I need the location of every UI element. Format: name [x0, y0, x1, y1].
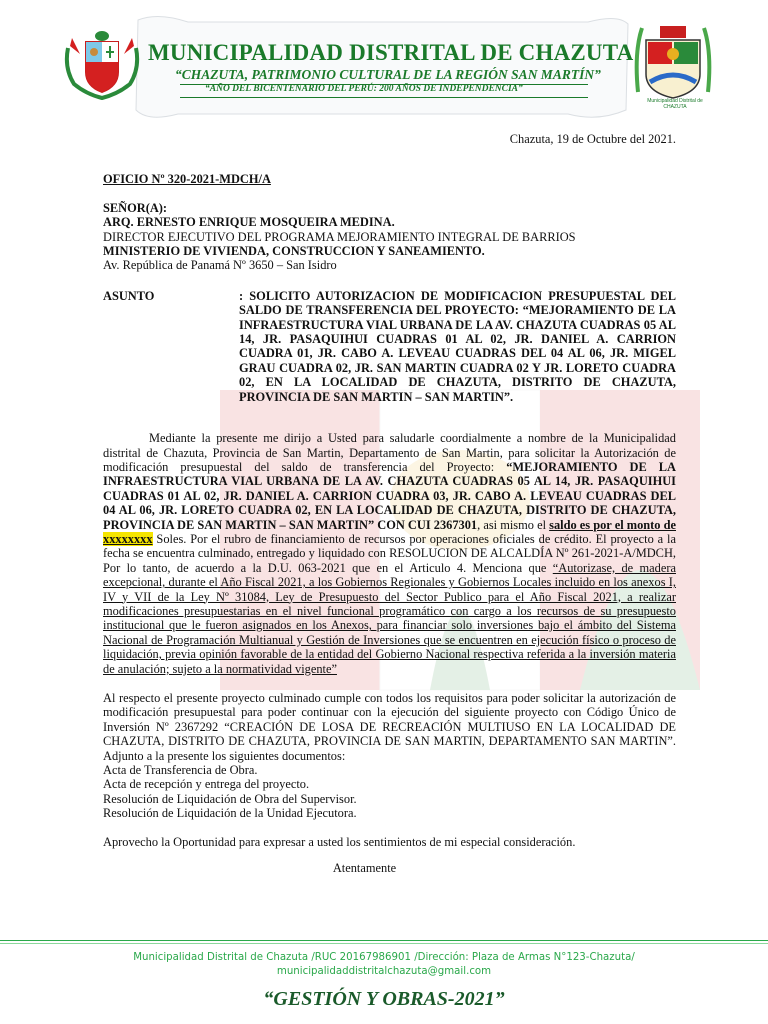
paragraph-justification: Al respecto el presente proyecto culminado cumple con todos los requisitos para poder solicitar la autorización de modificación presupuestal para poder continuar con la ejecución del siguiente proyecto con Código Único de Inversión Nº 2367292 “CREACIÓN DE LOSA DE RECREACIÓN MULTIUSO EN LA LOCALIDAD DE CHAZUTA, DISTRITO DE CHAZUTA, PROVINCIA DE SAN MARTIN, DEPARTAMENTO SAN MARTIN”. Adjunto a la presente los siguientes documentos: [103, 691, 676, 763]
letter-date: Chazuta, 19 de Octubre del 2021. [509, 132, 676, 146]
request-rest: Soles. Por el rubro de financiamiento de recursos por operaciones oficiales de crédito. El proyecto a la fecha se encuentra culminado, entregado y liquidado con RESOLUCION DE ALCALDÍA Nº 261-2021-A/MDCH, Por lo tanto, de acuerdo a la D.U. 063-2021 que en el Articulo 4. Menciona que [103, 531, 676, 575]
recipient-address: Av. República de Panamá Nº 3650 – San Isidro [103, 258, 337, 273]
year-motto: “AÑO DEL BICENTENARIO DEL PERÚ: 200 AÑOS DE INDEPENDENCIA” [205, 84, 523, 94]
oficio-number: OFICIO Nº 320-2021-MDCH/A [103, 172, 271, 187]
recipient-block [103, 201, 676, 273]
letter-footer [0, 940, 768, 1024]
municipality-subtitle: “CHAZUTA, PATRIMONIO CULTURAL DE LA REGIÓN SAN MARTÍN” [175, 67, 601, 82]
motto-bottom-divider [180, 97, 588, 98]
document-item: Resolución de Liquidación de Obra del Supervisor. [103, 791, 357, 806]
documents-list [103, 763, 676, 821]
footer-address: Municipalidad Distrital de Chazuta /RUC 20167986901 /Dirección: Plaza de Armas N°123-Chazuta/ [133, 952, 635, 963]
document-item: Acta de Transferencia de Obra. [103, 763, 258, 778]
recipient-organization: MINISTERIO DE VIVIENDA, CONSTRUCCION Y SANEAMIENTO. [103, 244, 485, 259]
footer-divider-secondary [0, 943, 768, 944]
document-item: Resolución de Liquidación de la Unidad Ejecutora. [103, 806, 357, 821]
recipient-role: DIRECTOR EJECUTIVO DEL PROGRAMA MEJORAMIENTO INTEGRAL DE BARRIOS [103, 229, 576, 244]
paragraph-closing: Aprovecho la Oportunidad para expresar a usted los sentimientos de mi especial consideración. [103, 834, 576, 849]
project-name: “MEJORAMIENTO DE LA INFRAESTRUCTURA VIAL URBANA DE LA AV. CHAZUTA CUADRAS 05 AL 14, JR. PASAQUIHUI CUADRAS 01 AL 02, JR. DANIEL A. CARRION CUADRA 03, JR. CABO A. LEVEAU CUADRAS DEL 04 AL 06, JR. LORETO CUADRA 02, EN LA LOCALIDAD DE CHAZUTA, DISTRITO DE CHAZUTA, PROVINCIA DE SAN MARTIN – SAN MARTIN” CON CUI 2367301 [103, 459, 676, 532]
request-intro: Mediante la presente me dirijo a Usted para saludarle coordialmente a nombre de la Municipalidad distrital de Chazuta, Provincia de San Martin, Departamento de San Martin, para solicitar la Autorización de modificación presupuestal del saldo de transferencia del Proyecto: [103, 431, 676, 474]
subject-label: ASUNTO [103, 288, 155, 303]
request-mid: , asi mismo el [477, 517, 550, 532]
peru-coat-of-arms-icon [62, 28, 142, 100]
letter-body [103, 130, 676, 875]
document-item: Acta de recepción y entrega del proyecto. [103, 777, 310, 792]
subject-text: : SOLICITO AUTORIZACION DE MODIFICACION PRESUPUESTAL DEL SALDO DE TRANSFERENCIA DEL PROYECTO: “MEJORAMIENTO DE LA INFRAESTRUCTURA VIAL URBANA DE LA AV. CHAZUTA CUADRAS 05 AL 14, JR. PASAQUIHUI CUADRAS 01 AL 02, JR. DANIEL A. CARRION CUADRA 01, JR. CABO A. LEVEAU CUADRAS DEL 04 AL 06, JR. MIGEL GRAU CUADRA 02, JR. SAN MARTIN CUADRA 02 Y JR. LORETO CUADRA 02, EN LA LOCALIDAD DE CHAZUTA, DISTRITO DE CHAZUTA, PROVINCIA DE SAN MARTIN – SAN MARTIN”. [239, 288, 676, 404]
footer-slogan: “GESTIÓN Y OBRAS-2021” [263, 988, 505, 1010]
chazuta-emblem-icon [632, 22, 714, 104]
footer-email: municipalidaddistritalchazuta@gmail.com [276, 966, 492, 977]
subject-block [103, 289, 676, 404]
signoff: Atentamente [332, 861, 397, 876]
saldo-amount: xxxxxxxx [103, 531, 153, 546]
footer-divider [0, 940, 768, 941]
salutation: SEÑOR(A): [103, 200, 168, 215]
recipient-name: ARQ. ERNESTO ENRIQUE MOSQUEIRA MEDINA. [103, 215, 395, 230]
paragraph-request [103, 431, 676, 676]
saldo-label: saldo es por el monto de [549, 517, 676, 532]
legal-quote: “Autorizase, de madera excepcional, durante el Año Fiscal 2021, a los Gobiernos Regionales y Gobiernos Locales incluido en los anexos I, IV y VII de la Ley Nº 31084, Ley de Presupuesto del Sector Publico para el Año Fiscal 2021, a realizar modificaciones presupuestarias en el nivel funcional programático con cargo a los recursos de su presupuesto institucional que le fueron asignados en los Anexos, para financiar solo inversiones bajo el ámbito del Sistema Nacional de Programación Multianual y Gestión de Inversiones que se encuentren en ejecución físico o proceso de liquidación, previa opinión favorable de la entidad del Gobierno Nacional respectiva referida a la inversión materia de anulación; sujeto a la normatividad vigente” [103, 560, 676, 676]
letterhead [0, 0, 768, 132]
right-logo-caption: Municipalidad Distrital de CHAZUTA [647, 98, 703, 110]
municipality-title: MUNICIPALIDAD DISTRITAL DE CHAZUTA [148, 40, 634, 65]
